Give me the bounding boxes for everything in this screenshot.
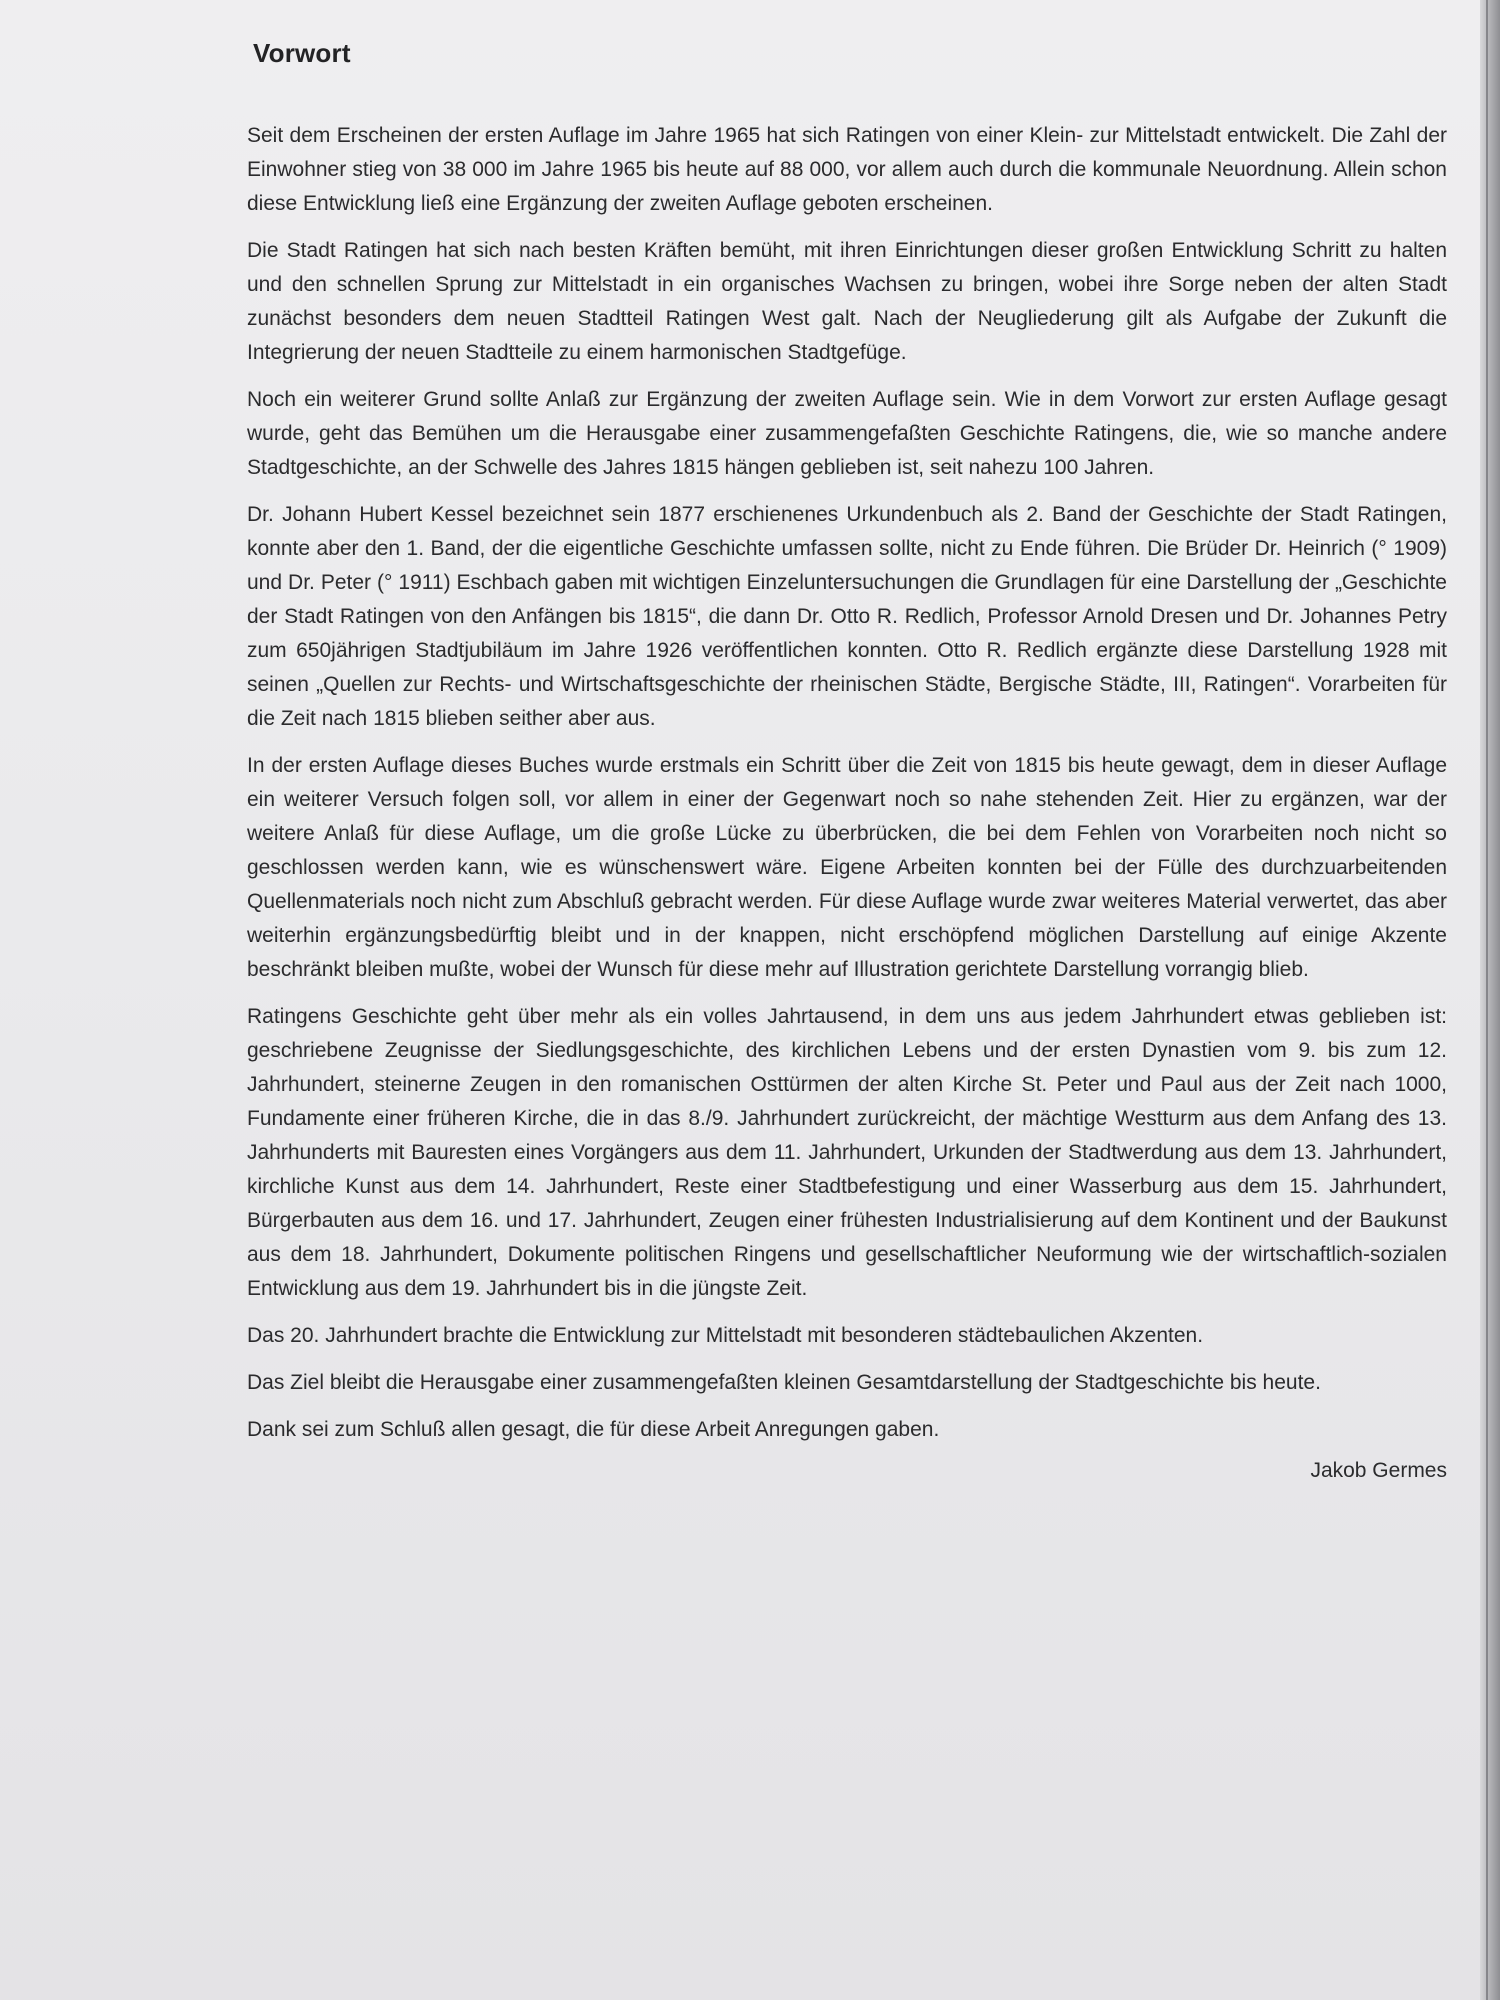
page-title: Vorwort [253, 38, 351, 68]
page-binding-line [1486, 0, 1488, 2000]
page-content [247, 38, 1447, 1488]
paragraph-9: Dank sei zum Schluß allen gesagt, die für diese Arbeit Anregungen gaben. [247, 1418, 940, 1441]
paragraph-8: Das Ziel bleibt die Herausgabe einer zusammengefaßten kleinen Gesamtdarstellung der Stadtgeschichte bis heute. [247, 1371, 1321, 1394]
book-page-edge [1480, 0, 1500, 2000]
paragraph-4: Dr. Johann Hubert Kessel bezeichnet sein 1877 erschienenes Urkundenbuch als 2. Band der Geschichte der Stadt Ratingen, konnte aber den 1. Band, der die eigentliche Geschichte umfassen sollte, nicht zu Ende führen. Die Brüder Dr. Heinrich (° 1909) und Dr. Peter (° 1911) Eschbach gaben mit wichtigen Einzeluntersuchungen die Grundlagen für eine Darstellung der „Geschichte der Stadt Ratingen von den Anfängen bis 1815“, die dann Dr. Otto R. Redlich, Professor Arnold Dresen und Dr. Johannes Petry zum 650jährigen Stadtjubiläum im Jahre 1926 veröffentlichen konnten. Otto R. Redlich ergänzte diese Darstellung 1928 mit seinen „Quellen zur Rechts- und Wirtschaftsgeschichte der rheinischen Städte, Bergische Städte, III, Ratingen“. Vorarbeiten für die Zeit nach 1815 blieben seither aber aus. [247, 503, 1447, 730]
paragraph-3: Noch ein weiterer Grund sollte Anlaß zur Ergänzung der zweiten Auflage sein. Wie in dem Vorwort zur ersten Auflage gesagt wurde, geht das Bemühen um die Herausgabe einer zusammengefaßten Geschichte Ratingens, die, wie so manche andere Stadtgeschichte, an der Schwelle des Jahres 1815 hängen geblieben ist, seit nahezu 100 Jahren. [247, 388, 1447, 479]
paragraph-2: Die Stadt Ratingen hat sich nach besten Kräften bemüht, mit ihren Einrichtungen dieser großen Entwicklung Schritt zu halten und den schnellen Sprung zur Mittelstadt in ein organisches Wachsen zu bringen, wobei ihre Sorge neben der alten Stadt zunächst besonders dem neuen Stadtteil Ratingen West galt. Nach der Neugliederung gilt als Aufgabe der Zukunft die Integrierung der neuen Stadtteile zu einem harmonischen Stadtgefüge. [247, 239, 1447, 364]
paragraph-7: Das 20. Jahrhundert brachte die Entwicklung zur Mittelstadt mit besonderen städtebaulichen Akzenten. [247, 1324, 1204, 1347]
paragraph-1: Seit dem Erscheinen der ersten Auflage im Jahre 1965 hat sich Ratingen von einer Klein- zur Mittelstadt entwickelt. Die Zahl der Einwohner stieg von 38 000 im Jahre 1965 bis heute auf 88 000, vor allem auch durch die kommunale Neuordnung. Allein schon diese Entwicklung ließ eine Ergänzung der zweiten Auflage geboten erscheinen. [247, 124, 1447, 215]
author-signature: Jakob Germes [1310, 1459, 1447, 1482]
paragraph-5: In der ersten Auflage dieses Buches wurde erstmals ein Schritt über die Zeit von 1815 bis heute gewagt, dem in dieser Auflage ein weiterer Versuch folgen soll, vor allem in einer der Gegenwart noch so nahe stehenden Zeit. Hier zu ergänzen, war der weitere Anlaß für diese Auflage, um die große Lücke zu überbrücken, die bei dem Fehlen von Vorarbeiten noch nicht so geschlossen werden kann, wie es wünschenswert wäre. Eigene Arbeiten konnten bei der Fülle des durchzuarbeitenden Quellenmaterials noch nicht zum Abschluß gebracht werden. Für diese Auflage wurde zwar weiteres Material verwertet, das aber weiterhin ergänzungsbedürftig bleibt und in der knappen, nicht erschöpfend möglichen Darstellung auf einige Akzente beschränkt bleiben mußte, wobei der Wunsch für diese mehr auf Illustration gerichtete Darstellung vorrangig blieb. [247, 754, 1447, 981]
paragraph-6: Ratingens Geschichte geht über mehr als ein volles Jahrtausend, in dem uns aus jedem Jahrhundert etwas geblieben ist: geschriebene Zeugnisse der Siedlungsgeschichte, des kirchlichen Lebens und der ersten Dynastien vom 9. bis zum 12. Jahrhundert, steinerne Zeugen in den romanischen Osttürmen der alten Kirche St. Peter und Paul aus der Zeit nach 1000, Fundamente einer früheren Kirche, die in das 8./9. Jahrhundert zurückreicht, der mächtige Westturm aus dem Anfang des 13. Jahrhunderts mit Bauresten eines Vorgängers aus dem 11. Jahrhundert, Urkunden der Stadtwerdung aus dem 13. Jahrhundert, kirchliche Kunst aus dem 14. Jahrhundert, Reste einer Stadtbefestigung und einer Wasserburg aus dem 15. Jahrhundert, Bürgerbauten aus dem 16. und 17. Jahrhundert, Zeugen einer frühesten Industrialisierung auf dem Kontinent und der Baukunst aus dem 18. Jahrhundert, Dokumente politischen Ringens und gesellschaftlicher Neuformung wie der wirtschaftlich-sozialen Entwicklung aus dem 19. Jahrhundert bis in die jüngste Zeit. [247, 1005, 1447, 1300]
